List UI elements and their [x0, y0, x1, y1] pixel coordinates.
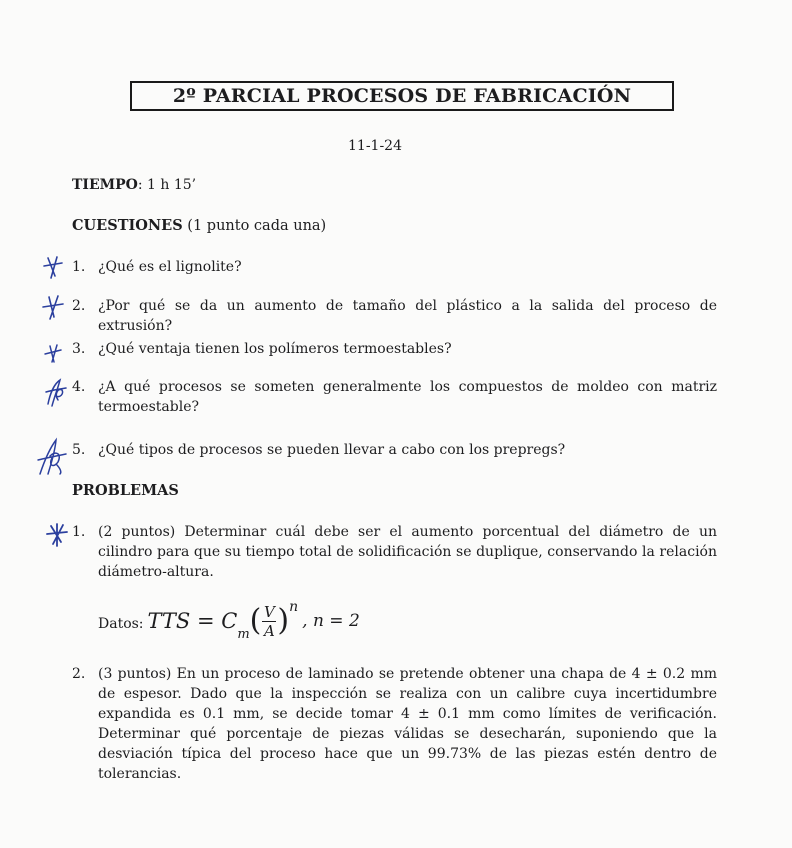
formula-subscript: m	[237, 626, 250, 642]
problema-1	[72, 522, 717, 582]
cuestiones-title: CUESTIONES	[72, 217, 183, 234]
problemas-heading	[72, 482, 179, 499]
formula-math	[147, 598, 360, 642]
time-label: TIEMPO	[72, 177, 138, 193]
formula-exponent: n	[289, 598, 299, 615]
cuestion-number: 2.	[72, 298, 86, 314]
formula-label: Datos:	[98, 616, 144, 632]
cuestion-text: ¿Qué es el lignolite?	[98, 259, 242, 275]
pen-mark-icon	[40, 340, 66, 366]
cuestion-4	[72, 377, 717, 417]
formula-numerator: V	[263, 602, 275, 621]
pen-mark-icon	[36, 438, 68, 476]
formula-denominator: A	[263, 621, 275, 640]
cuestion-5	[72, 440, 717, 460]
cuestion-text: ¿Qué ventaja tienen los polímeros termoestables?	[98, 341, 452, 357]
cuestiones-note: (1 punto cada una)	[182, 218, 327, 234]
formula-paren-close: )	[277, 603, 290, 638]
problema-text: (2 puntos) Determinar cuál debe ser el aumento porcentual del diámetro de un cilindro para que su tiempo total de solidificación se duplique, conservando la relación diámetro-altura.	[98, 524, 717, 580]
cuestion-1	[72, 257, 717, 277]
cuestion-text: ¿Por qué se da un aumento de tamaño del plástico a la salida del proceso de extrusión?	[98, 298, 717, 334]
formula-tail: , n = 2	[302, 611, 360, 631]
problema-2	[72, 664, 717, 784]
pen-mark-icon	[42, 376, 70, 408]
cuestion-number: 3.	[72, 341, 86, 357]
exam-time	[72, 177, 196, 193]
problemas-title: PROBLEMAS	[72, 482, 179, 499]
cuestion-number: 5.	[72, 442, 86, 458]
problema-number: 2.	[72, 666, 86, 682]
exam-title: 2º PARCIAL PROCESOS DE FABRICACIÓN	[130, 81, 674, 111]
formula-lhs: TTS = C	[147, 609, 238, 633]
pen-mark-icon	[40, 254, 66, 280]
formula-block	[98, 598, 360, 644]
cuestion-text: ¿A qué procesos se someten generalmente los compuestos de moldeo con matriz termoestable?	[98, 379, 717, 415]
pen-mark-icon	[44, 522, 70, 548]
problema-text: (3 puntos) En un proceso de laminado se pretende obtener una chapa de 4 ± 0.2 mm de espesor. Dado que la inspección se realiza con un calibre cuya incertidumbre expandida es 0.1 mm, se decide tomar 4 ± 0.1 mm como límites de verificación. Determinar qué porcentaje de piezas válidas se desecharán, suponiendo que la desviación típica del proceso hace que un 99.73% de las piezas estén dentro de tolerancias.	[98, 666, 717, 782]
pen-mark-icon	[40, 294, 66, 320]
formula-fraction	[262, 603, 276, 640]
cuestion-2	[72, 296, 717, 336]
exam-date: 11-1-24	[348, 138, 402, 154]
time-value: : 1 h 15’	[137, 177, 197, 193]
cuestiones-heading	[72, 217, 326, 234]
cuestion-number: 1.	[72, 259, 86, 275]
cuestion-3	[72, 339, 717, 359]
problema-number: 1.	[72, 524, 86, 540]
cuestion-number: 4.	[72, 379, 86, 395]
cuestion-text: ¿Qué tipos de procesos se pueden llevar a cabo con los prepregs?	[98, 442, 566, 458]
formula-paren-open: (	[249, 603, 262, 638]
